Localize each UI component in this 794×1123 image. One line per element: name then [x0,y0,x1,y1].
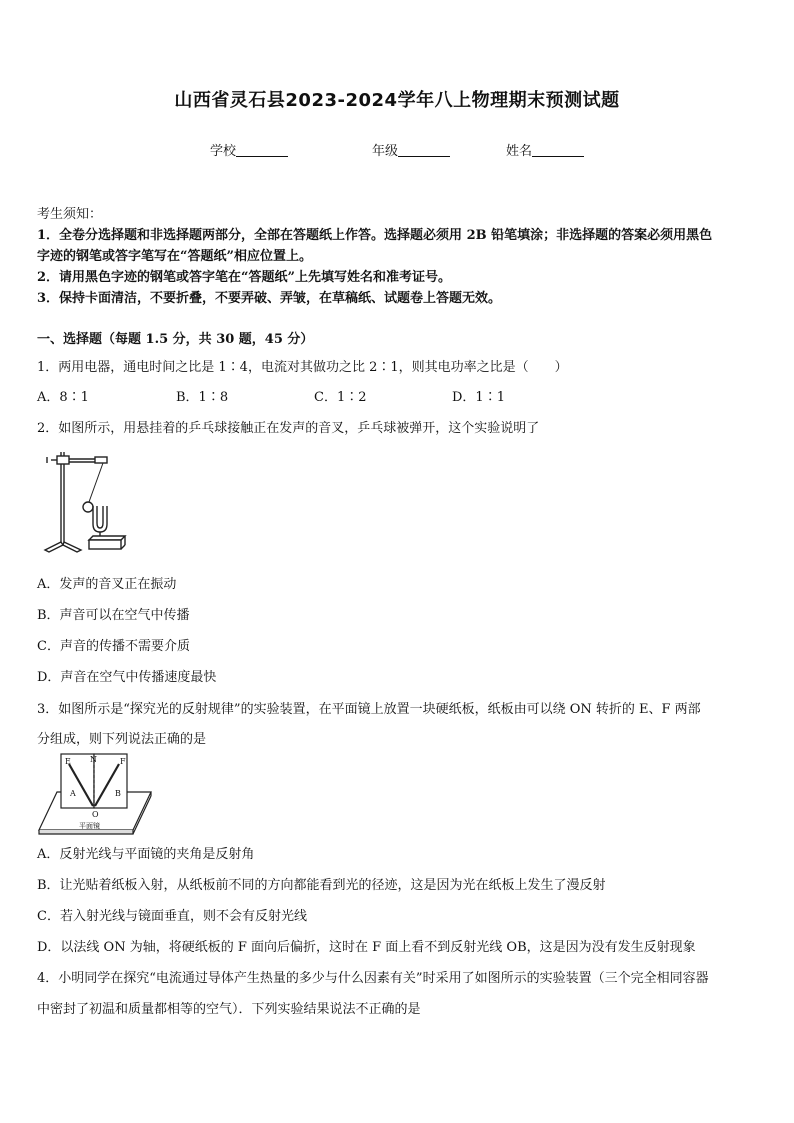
question-4-stem: 中密封了初温和质量都相等的空气）．下列实验结果说法不正确的是 [37,1002,421,1017]
notice-heading: 考生须知： [37,207,103,222]
notice-line: 3．保持卡面清洁，不要折叠，不要弄破、弄皱，在草稿纸、试题卷上答题无效。 [37,291,502,306]
option-d[interactable]: D．以法线 ON 为轴，将硬纸板的 F 面向后偏折，这时在 F 面上看不到反射光线 OB，这是因为没有发生反射现象 [37,940,696,955]
question-3-stem: 分组成，则下列说法正确的是 [37,732,207,747]
grade-label: 年级 [372,144,399,159]
school-label: 学校 [210,144,237,159]
question-3-stem: 3．如图所示是“探究光的反射规律”的实验装置，在平面镜上放置一块硬纸板，纸板由可以绕 ON 转折的 E、F 两部 [37,702,701,717]
option-a[interactable]: A．发声的音叉正在振动 [37,577,177,592]
option-a[interactable]: A．8∶1 [37,390,89,405]
question-1-stem: 1．两用电器，通电时间之比是 1∶4，电流对其做功之比 2∶1，则其电功率之比是（ ） [37,360,568,375]
notice-line: 1．全卷分选择题和非选择题两部分，全部在答题纸上作答。选择题必须用 2B 铅笔填涂；非选择题的答案必须用黑色 [37,228,713,243]
label-mirror: 平面镜 [79,822,100,830]
option-c[interactable]: C．若入射光线与镜面垂直，则不会有反射光线 [37,909,307,924]
name-field[interactable] [506,140,584,159]
option-d[interactable]: D．1∶1 [452,390,505,405]
option-d[interactable]: D．声音在空气中传播速度最快 [37,670,217,685]
notice-line: 2．请用黑色字迹的钢笔或答字笔在“答题纸”上先填写姓名和准考证号。 [37,270,452,285]
school-field[interactable] [210,140,288,159]
name-label: 姓名 [506,144,533,159]
label-n: N [90,755,97,764]
name-blank[interactable] [532,142,584,157]
option-c[interactable]: C．1∶2 [314,390,367,405]
school-blank[interactable] [236,142,288,157]
question-2-stem: 2．如图所示，用悬挂着的乒乓球接触正在发声的音叉，乒乓球被弹开，这个实验说明了 [37,421,540,436]
label-a: A [70,789,76,798]
grade-blank[interactable] [398,142,450,157]
option-b[interactable]: B．声音可以在空气中传播 [37,608,190,623]
label-b: B [115,789,121,798]
section-title: 一、选择题（每题 1.5 分，共 30 题，45 分） [37,332,314,347]
label-o: O [92,810,99,819]
notice-line: 字迹的钢笔或答字笔写在“答题纸”相应位置上。 [37,249,312,264]
grade-field[interactable] [372,140,450,159]
reflection-figure [37,752,155,836]
option-a[interactable]: A．反射光线与平面镜的夹角是反射角 [37,847,255,862]
tuning-fork-figure [37,446,129,558]
option-b[interactable]: B．让光贴着纸板入射，从纸板前不同的方向都能看到光的径迹，这是因为光在纸板上发生了漫反射 [37,878,606,893]
option-c[interactable]: C．声音的传播不需要介质 [37,639,190,654]
label-f: F [120,757,126,766]
option-b[interactable]: B．1∶8 [176,390,229,405]
question-4-stem: 4．小明同学在探究“电流通过导体产生热量的多少与什么因素有关”时采用了如图所示的实验装置（三个完全相同容器 [37,971,709,986]
label-e: E [65,757,71,766]
exam-title: 山西省灵石县2023-2024学年八上物理期末预测试题 [174,90,620,111]
